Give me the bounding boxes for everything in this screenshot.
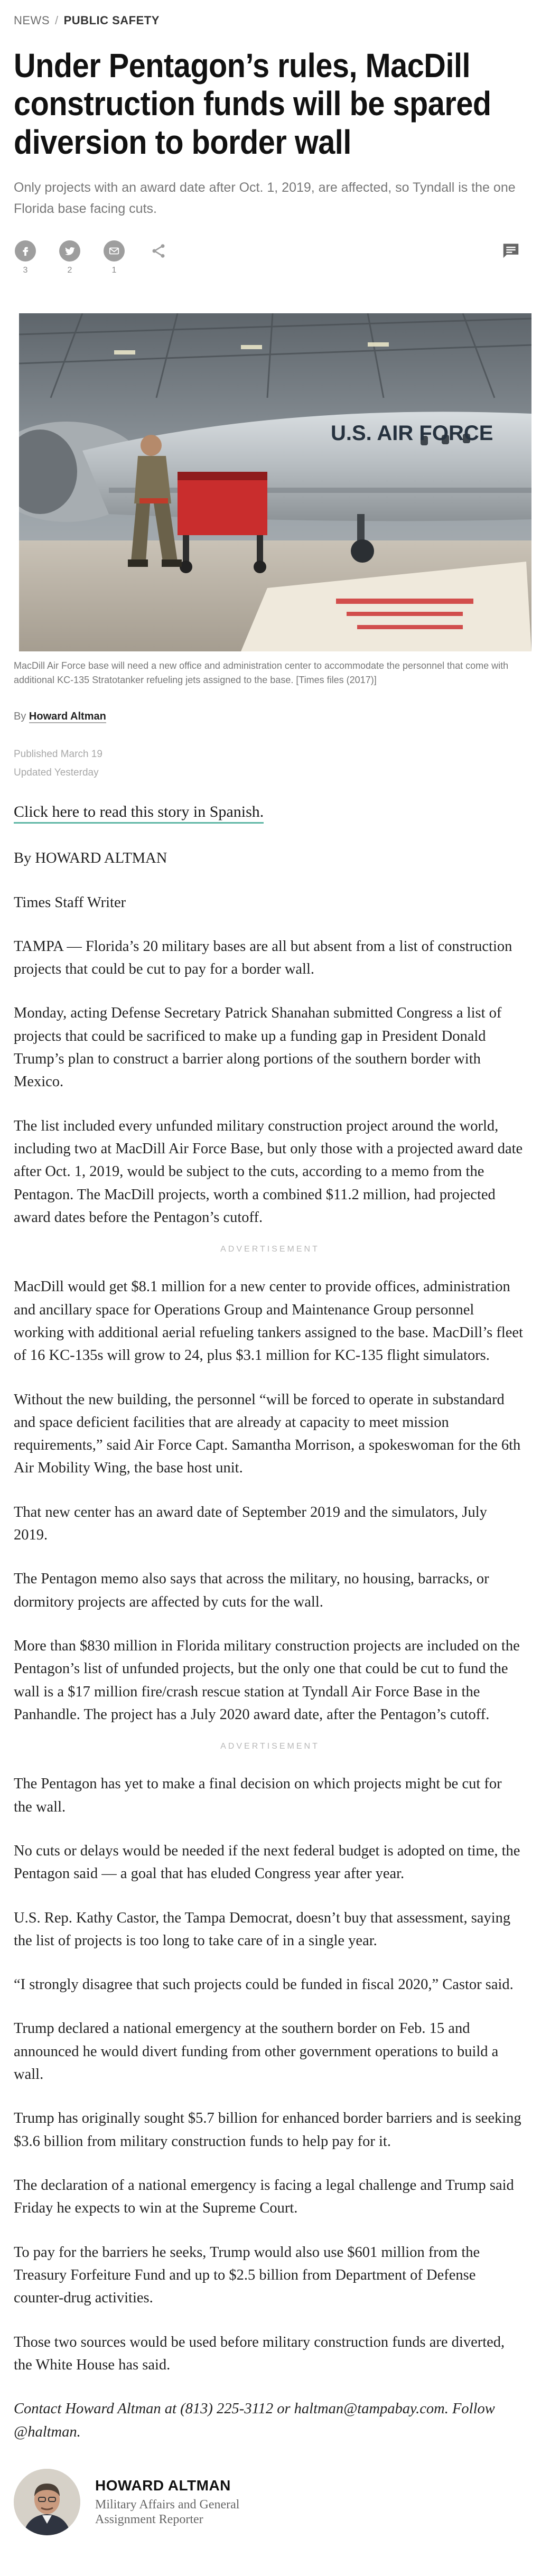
page-title: Under Pentagon’s rules, MacDill construction funds will be spared diversion to border wall	[14, 46, 491, 161]
breadcrumb-separator: /	[55, 14, 59, 27]
hero-caption: MacDill Air Force base will need a new office and administration center to accommodate the personnel that come with additional KC-135 Stratotanker refueling jets assigned to the base. [Times files (2017)]	[14, 660, 509, 685]
share-bar	[14, 240, 526, 281]
facebook-share-count: 3	[23, 265, 28, 275]
body-paragraph: Without the new building, the personnel “will be forced to operate in substandard and space deficient facilities that are already at capacity to meet mission requirements,” said Air Force Capt. Samantha Morrison, a spokeswoman for the 6th Air Mobility Wing, the base host unit.	[14, 1391, 521, 1477]
body-paragraph: That new center has an award date of September 2019 and the simulators, July 2019.	[14, 1504, 487, 1544]
twitter-share-button[interactable]	[58, 240, 81, 275]
article-dates	[14, 745, 526, 782]
body-paragraph: Trump declared a national emergency at the southern border on Feb. 15 and announced he would divert funding from other government operations to build a wall.	[14, 2020, 499, 2083]
comment-icon	[501, 240, 521, 260]
body-paragraph: The declaration of a national emergency is facing a legal challenge and Trump said Friday he expects to win at the Supreme Court.	[14, 2177, 514, 2217]
body-paragraph: TAMPA — Florida’s 20 military bases are all but absent from a list of construction projects that could be cut to pay for a border wall.	[14, 938, 512, 978]
body-paragraph: The Pentagon memo also says that across the military, no housing, barracks, or dormitory projects are affected by cuts for the wall.	[14, 1571, 489, 1610]
body-paragraph: Trump has originally sought $5.7 billion for enhanced border barriers and is seeking $3.6 billion from military construction funds to help pay for it.	[14, 2110, 521, 2150]
body-paragraph: By HOWARD ALTMAN	[14, 850, 167, 867]
breadcrumb	[14, 0, 526, 27]
facebook-share-button[interactable]	[14, 240, 37, 275]
article-body	[14, 847, 526, 2443]
plane-marking: U.S. AIR FORCE	[331, 421, 493, 445]
body-paragraph: To pay for the barriers he seeks, Trump would also use $601 million from the Treasury Forfeiture Fund and up to $2.5 billion from Department of Defense counter-drug activities.	[14, 2244, 480, 2307]
published-date	[14, 745, 526, 763]
body-paragraph: No cuts or delays would be needed if the next federal budget is adopted on time, the Pentagon said — a goal that has eluded Congress year after year.	[14, 1842, 520, 1882]
author-card	[14, 2469, 526, 2535]
contact-paragraph: Contact Howard Altman at (813) 225-3112 or haltman@tampabay.com. Follow @haltman.	[14, 2401, 495, 2440]
share-button[interactable]	[150, 242, 167, 262]
body-paragraph: The Pentagon has yet to make a final decision on which projects might be cut for the wall.	[14, 1776, 502, 1815]
updated-date	[14, 763, 526, 782]
body-paragraph: Monday, acting Defense Secretary Patrick Shanahan submitted Congress a list of projects that could be sacrificed to make up a funding gap in President Donald Trump’s plan to construct a barrier along portions of the southern border with Mexico.	[14, 1005, 502, 1090]
body-paragraph: The list included every unfunded military construction project around the world, including two at MacDill Air Force Base, but only those with a projected award date after Oct. 1, 2019, would be subject to the cuts, according to a memo from the Pentagon. The MacDill projects, worth a combined $11.2 million, had projected award dates before the Pentagon’s cutoff.	[14, 1117, 523, 1226]
body-paragraph: Those two sources would be used before military construction funds are diverted, the White House has said.	[14, 2334, 505, 2373]
email-share-button[interactable]	[102, 240, 126, 275]
body-paragraph: U.S. Rep. Kathy Castor, the Tampa Democrat, doesn’t buy that assessment, saying the list of projects is too long to take care of in a single year.	[14, 1909, 511, 1949]
advertisement-label: ADVERTISEMENT	[220, 1245, 320, 1254]
updated-value: Yesterday	[54, 767, 99, 779]
comments-button[interactable]	[501, 240, 521, 263]
body-paragraph: Times Staff Writer	[14, 894, 126, 911]
author-title: Military Affairs and General Assignment Reporter	[95, 2497, 240, 2527]
twitter-icon	[59, 240, 80, 262]
body-paragraph: MacDill would get $8.1 million for a new center to provide offices, administration and ancillary space for Operations Group and Maintenance Group personnel working with additional aerial refueling tankers assigned to the base. MacDill’s fleet of 16 KC-135s will grow to 24, plus $3.1 million for KC-135 flight simulators.	[14, 1278, 523, 1364]
article-dek: Only projects with an award date after Oct. 1, 2019, are affected, so Tyndall is the one Florida base facing cuts.	[14, 180, 516, 216]
byline-prefix: By	[14, 710, 26, 722]
email-share-count: 1	[111, 265, 117, 275]
spanish-version-link[interactable]: Click here to read this story in Spanish.	[14, 803, 264, 824]
author-info	[95, 2477, 254, 2527]
published-label: Published	[14, 748, 58, 760]
author-link[interactable]: Howard Altman	[29, 710, 106, 722]
hero-image	[19, 313, 531, 651]
body-paragraph: More than $830 million in Florida military construction projects are included on the Pentagon’s list of unfunded projects, but the only one that could be cut to fund the wall is a $17 million fire/crash rescue station at Tyndall Air Force Base in the Panhandle. The project has a July 2020 award date, after the Pentagon’s cutoff.	[14, 1638, 520, 1723]
body-paragraph: “I strongly disagree that such projects could be funded in fiscal 2020,” Castor said.	[14, 1976, 514, 1993]
updated-label: Updated	[14, 767, 52, 779]
advertisement-label: ADVERTISEMENT	[220, 1742, 320, 1751]
facebook-icon	[15, 240, 36, 262]
published-value: March 19	[60, 748, 102, 760]
author-name[interactable]: HOWARD ALTMAN	[95, 2477, 231, 2494]
breadcrumb-subsection-link[interactable]: PUBLIC SAFETY	[63, 14, 160, 27]
email-icon	[104, 240, 125, 262]
byline	[14, 711, 526, 723]
twitter-share-count: 2	[67, 265, 72, 275]
share-icon	[150, 242, 167, 259]
avatar[interactable]	[14, 2469, 80, 2535]
breadcrumb-section-link[interactable]: NEWS	[14, 14, 50, 27]
